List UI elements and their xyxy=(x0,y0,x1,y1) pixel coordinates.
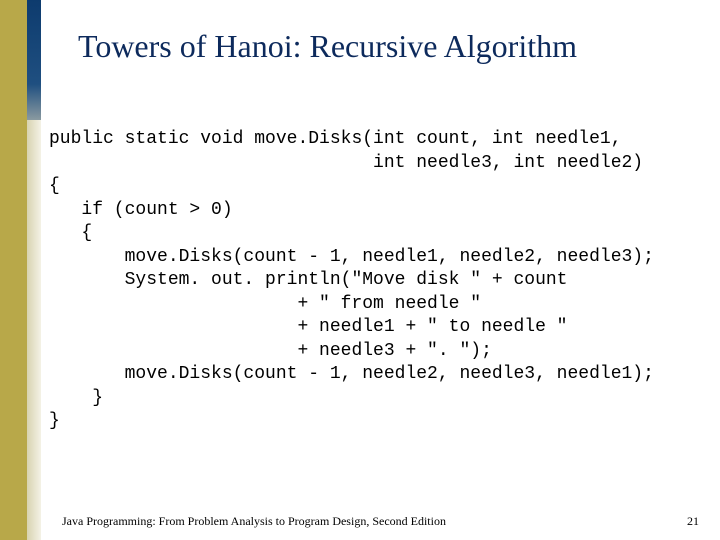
code-line: { xyxy=(49,176,60,196)
code-line: + needle1 + " to needle " xyxy=(49,317,568,337)
code-line: System. out. println("Move disk " + count xyxy=(49,270,568,290)
code-line: + needle3 + ". "); xyxy=(49,340,492,361)
code-line: move.Disks(count - 1, needle1, needle2, needle3); xyxy=(49,246,654,267)
code-line: { xyxy=(49,223,93,243)
code-line: move.Disks(count - 1, needle2, needle3, needle1); xyxy=(49,364,654,384)
left-decorative-band xyxy=(0,0,27,540)
code-line: int needle3, int needle2) xyxy=(49,152,644,173)
code-line: } xyxy=(49,411,60,431)
accent-band xyxy=(27,0,41,120)
code-line: + " from needle " xyxy=(49,293,482,314)
code-block xyxy=(49,128,654,434)
code-line: } xyxy=(49,387,104,408)
slide-footer: Java Programming: From Problem Analysis to Program Design, Second Edition xyxy=(62,514,446,528)
code-line: if (count > 0) xyxy=(49,199,233,220)
page-number: 21 xyxy=(687,514,699,528)
code-line: public static void move.Disks(int count, int needle1, xyxy=(49,129,622,149)
slide-title: Towers of Hanoi: Recursive Algorithm xyxy=(78,28,577,64)
shade-band xyxy=(27,120,41,540)
